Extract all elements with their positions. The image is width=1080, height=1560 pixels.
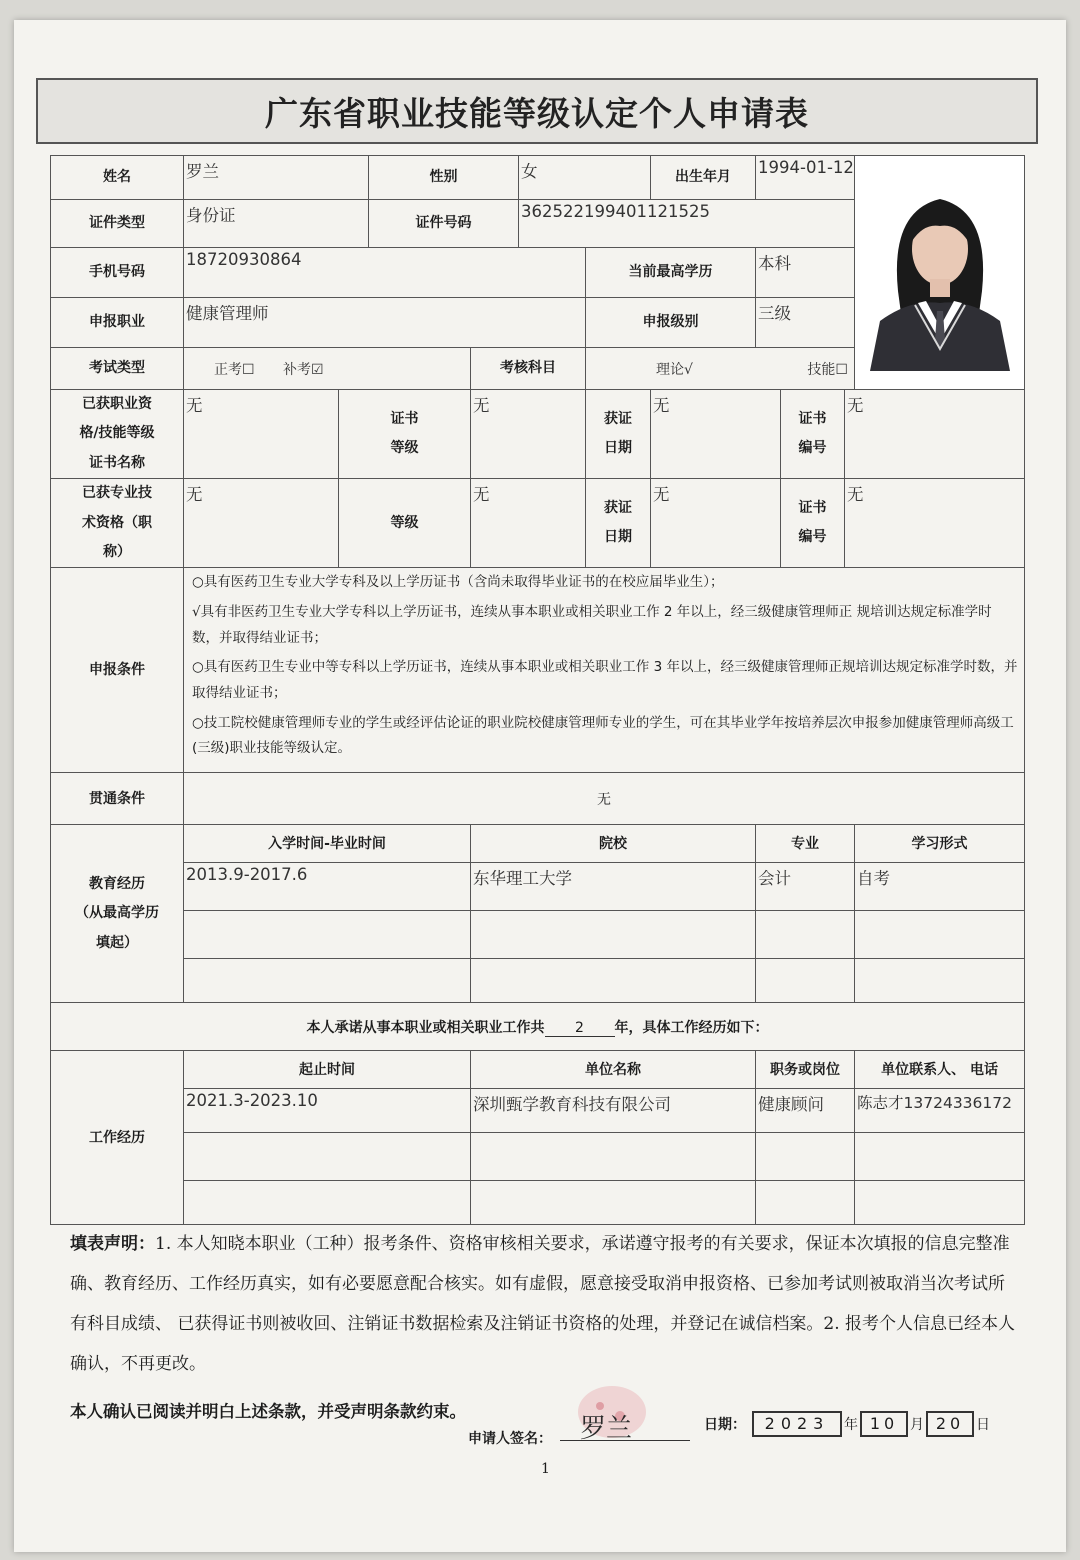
edu-header-form: 学习形式 <box>855 825 1025 863</box>
application-form-table <box>50 155 1025 1225</box>
applicant-photo <box>860 171 1020 371</box>
condition-item[interactable]: √具有非医药卫生专业大学专科以上学历证书，连续从事本职业或相关职业工作 2 年以上，经三级健康管理师正 规培训达规定标准学时数，并取得结业证书； <box>192 603 992 646</box>
work-commit-line: 本人承诺从事本职业或相关职业工作共 2 年，具体工作经历如下： <box>51 1003 1025 1051</box>
label-id-type: 证件类型 <box>51 200 184 248</box>
value-id-no: 362522199401121525 <box>519 200 855 248</box>
label-pro-title: 已获专业技 术资格（职 称） <box>51 479 184 568</box>
date-year[interactable]: 2023 <box>752 1411 842 1437</box>
row-through <box>51 773 1025 825</box>
declaration-body: 1. 本人知晓本职业（工种）报考条件、资格审核相关要求，承诺遵守报考的有关要求，保证本次填报的信息完整准确、教育经历、工作经历真实，如有必要愿意配合核实。如有虚假，愿意接受取消申报资格、已参加考试则被取消当次考试所有科目成绩、 已获得证书则被收回、注销证书数据检索及注销证书资格的处理，并登记在诚信档案。2. 报考个人信息已经本人确认，不再更改。 <box>70 1234 1016 1374</box>
label-occupation: 申报职业 <box>51 298 184 348</box>
value-through: 无 <box>184 773 1025 825</box>
value-phone: 18720930864 <box>184 248 586 298</box>
value-cert-no: 无 <box>845 390 1025 479</box>
row-work-commit <box>51 1003 1025 1051</box>
label-level2: 等级 <box>339 479 471 568</box>
condition-item[interactable]: ○具有医药卫生专业大学专科及以上学历证书（含尚未取得毕业证书的在校应届毕业生）； <box>192 574 724 591</box>
education-row-empty <box>51 911 1025 959</box>
value-occupation: 健康管理师 <box>184 298 586 348</box>
row-pro-title <box>51 479 1025 568</box>
work-position: 健康顾问 <box>756 1089 855 1133</box>
edu-form: 自考 <box>855 863 1025 911</box>
form-title: 广东省职业技能等级认定个人申请表 <box>265 93 809 133</box>
label-subject: 考核科目 <box>471 348 586 390</box>
work-header-contact: 单位联系人、 电话 <box>855 1051 1025 1089</box>
value-get-date-2: 无 <box>651 479 781 568</box>
education-row <box>51 863 1025 911</box>
work-years: 2 <box>545 1020 615 1037</box>
subject-options <box>586 348 855 390</box>
value-qual-cert: 无 <box>184 390 339 479</box>
edu-header-school: 院校 <box>471 825 756 863</box>
label-qual-cert: 已获职业资 格/技能等级 证书名称 <box>51 390 184 479</box>
year-unit: 年 <box>844 1417 858 1433</box>
option-skill[interactable]: 技能☐ <box>807 361 848 378</box>
signature-label: 申请人签名： <box>468 1431 552 1447</box>
form-title-box <box>36 78 1038 144</box>
label-cert-no: 证书 编号 <box>781 390 845 479</box>
work-header-row <box>51 1051 1025 1089</box>
page-number: 1 <box>541 1461 550 1477</box>
value-get-date: 无 <box>651 390 781 479</box>
photo-cell <box>855 156 1025 390</box>
option-makeup-exam[interactable]: 补考☑ <box>283 361 324 378</box>
work-row-empty <box>51 1133 1025 1181</box>
work-header-period: 起止时间 <box>184 1051 471 1089</box>
label-gender: 性别 <box>369 156 519 200</box>
label-edu: 当前最高学历 <box>586 248 756 298</box>
work-row-empty <box>51 1181 1025 1225</box>
value-pro-title: 无 <box>184 479 339 568</box>
work-header-position: 职务或岗位 <box>756 1051 855 1089</box>
signature-handwriting: 罗兰 <box>580 1414 633 1444</box>
label-name: 姓名 <box>51 156 184 200</box>
value-gender: 女 <box>519 156 651 200</box>
date-day[interactable]: 20 <box>926 1411 974 1437</box>
condition-item[interactable]: ○具有医药卫生专业中等专科以上学历证书，连续从事本职业或相关职业工作 3 年以上，经三级健康管理师正规培训达规定标准学时数，并取得结业证书； <box>192 659 1018 701</box>
label-birth: 出生年月 <box>651 156 756 200</box>
signature-line <box>560 1440 690 1441</box>
value-name: 罗兰 <box>184 156 369 200</box>
work-period: 2021.3-2023.10 <box>184 1089 471 1133</box>
work-company: 深圳甄学教育科技有限公司 <box>471 1089 756 1133</box>
value-id-type: 身份证 <box>184 200 369 248</box>
label-through: 贯通条件 <box>51 773 184 825</box>
label-level: 申报级别 <box>586 298 756 348</box>
value-cert-level: 无 <box>471 390 586 479</box>
work-row <box>51 1089 1025 1133</box>
label-cert-level: 证书 等级 <box>339 390 471 479</box>
exam-type-options <box>184 348 471 390</box>
value-edu: 本科 <box>756 248 855 298</box>
option-theory[interactable]: 理论√ <box>656 361 693 378</box>
declaration-head: 填表声明： <box>70 1234 155 1254</box>
edu-header-period: 入学时间-毕业时间 <box>184 825 471 863</box>
condition-item[interactable]: ○技工院校健康管理师专业的学生或经评估论证的职业院校健康管理师专业的学生，可在其毕业学年按培养层次申报参加健康管理师高级工(三级)职业技能等级认定。 <box>192 714 1014 757</box>
row-qualification-cert <box>51 390 1025 479</box>
label-cert-no-2: 证书 编号 <box>781 479 845 568</box>
edu-school: 东华理工大学 <box>471 863 756 911</box>
date-field <box>704 1411 990 1437</box>
value-level: 三级 <box>756 298 855 348</box>
date-label: 日期： <box>704 1417 746 1433</box>
edu-major: 会计 <box>756 863 855 911</box>
label-get-date-2: 获证 日期 <box>586 479 651 568</box>
date-month[interactable]: 10 <box>860 1411 908 1437</box>
value-level2: 无 <box>471 479 586 568</box>
label-education: 教育经历 （从最高学历 填起） <box>51 825 184 1003</box>
education-header-row <box>51 825 1025 863</box>
edu-period: 2013.9-2017.6 <box>184 863 471 911</box>
education-row-empty <box>51 959 1025 1003</box>
value-birth: 1994-01-12 <box>756 156 855 200</box>
label-conditions: 申报条件 <box>51 568 184 773</box>
label-get-date: 获证 日期 <box>586 390 651 479</box>
label-phone: 手机号码 <box>51 248 184 298</box>
month-unit: 月 <box>910 1417 924 1433</box>
row-name <box>51 156 1025 200</box>
declaration <box>70 1225 1020 1385</box>
value-cert-no-2: 无 <box>845 479 1025 568</box>
work-contact: 陈志才13724336172 <box>855 1089 1025 1133</box>
label-id-no: 证件号码 <box>369 200 519 248</box>
option-regular-exam[interactable]: 正考☐ <box>214 361 255 378</box>
declaration-confirm: 本人确认已阅读并明白上述条款，并受声明条款约束。 <box>70 1402 466 1421</box>
edu-header-major: 专业 <box>756 825 855 863</box>
work-header-company: 单位名称 <box>471 1051 756 1089</box>
signature-stamp <box>560 1382 700 1452</box>
conditions-list <box>184 568 1025 773</box>
row-conditions <box>51 568 1025 773</box>
label-work: 工作经历 <box>51 1051 184 1225</box>
day-unit: 日 <box>976 1417 990 1433</box>
label-exam-type: 考试类型 <box>51 348 184 390</box>
